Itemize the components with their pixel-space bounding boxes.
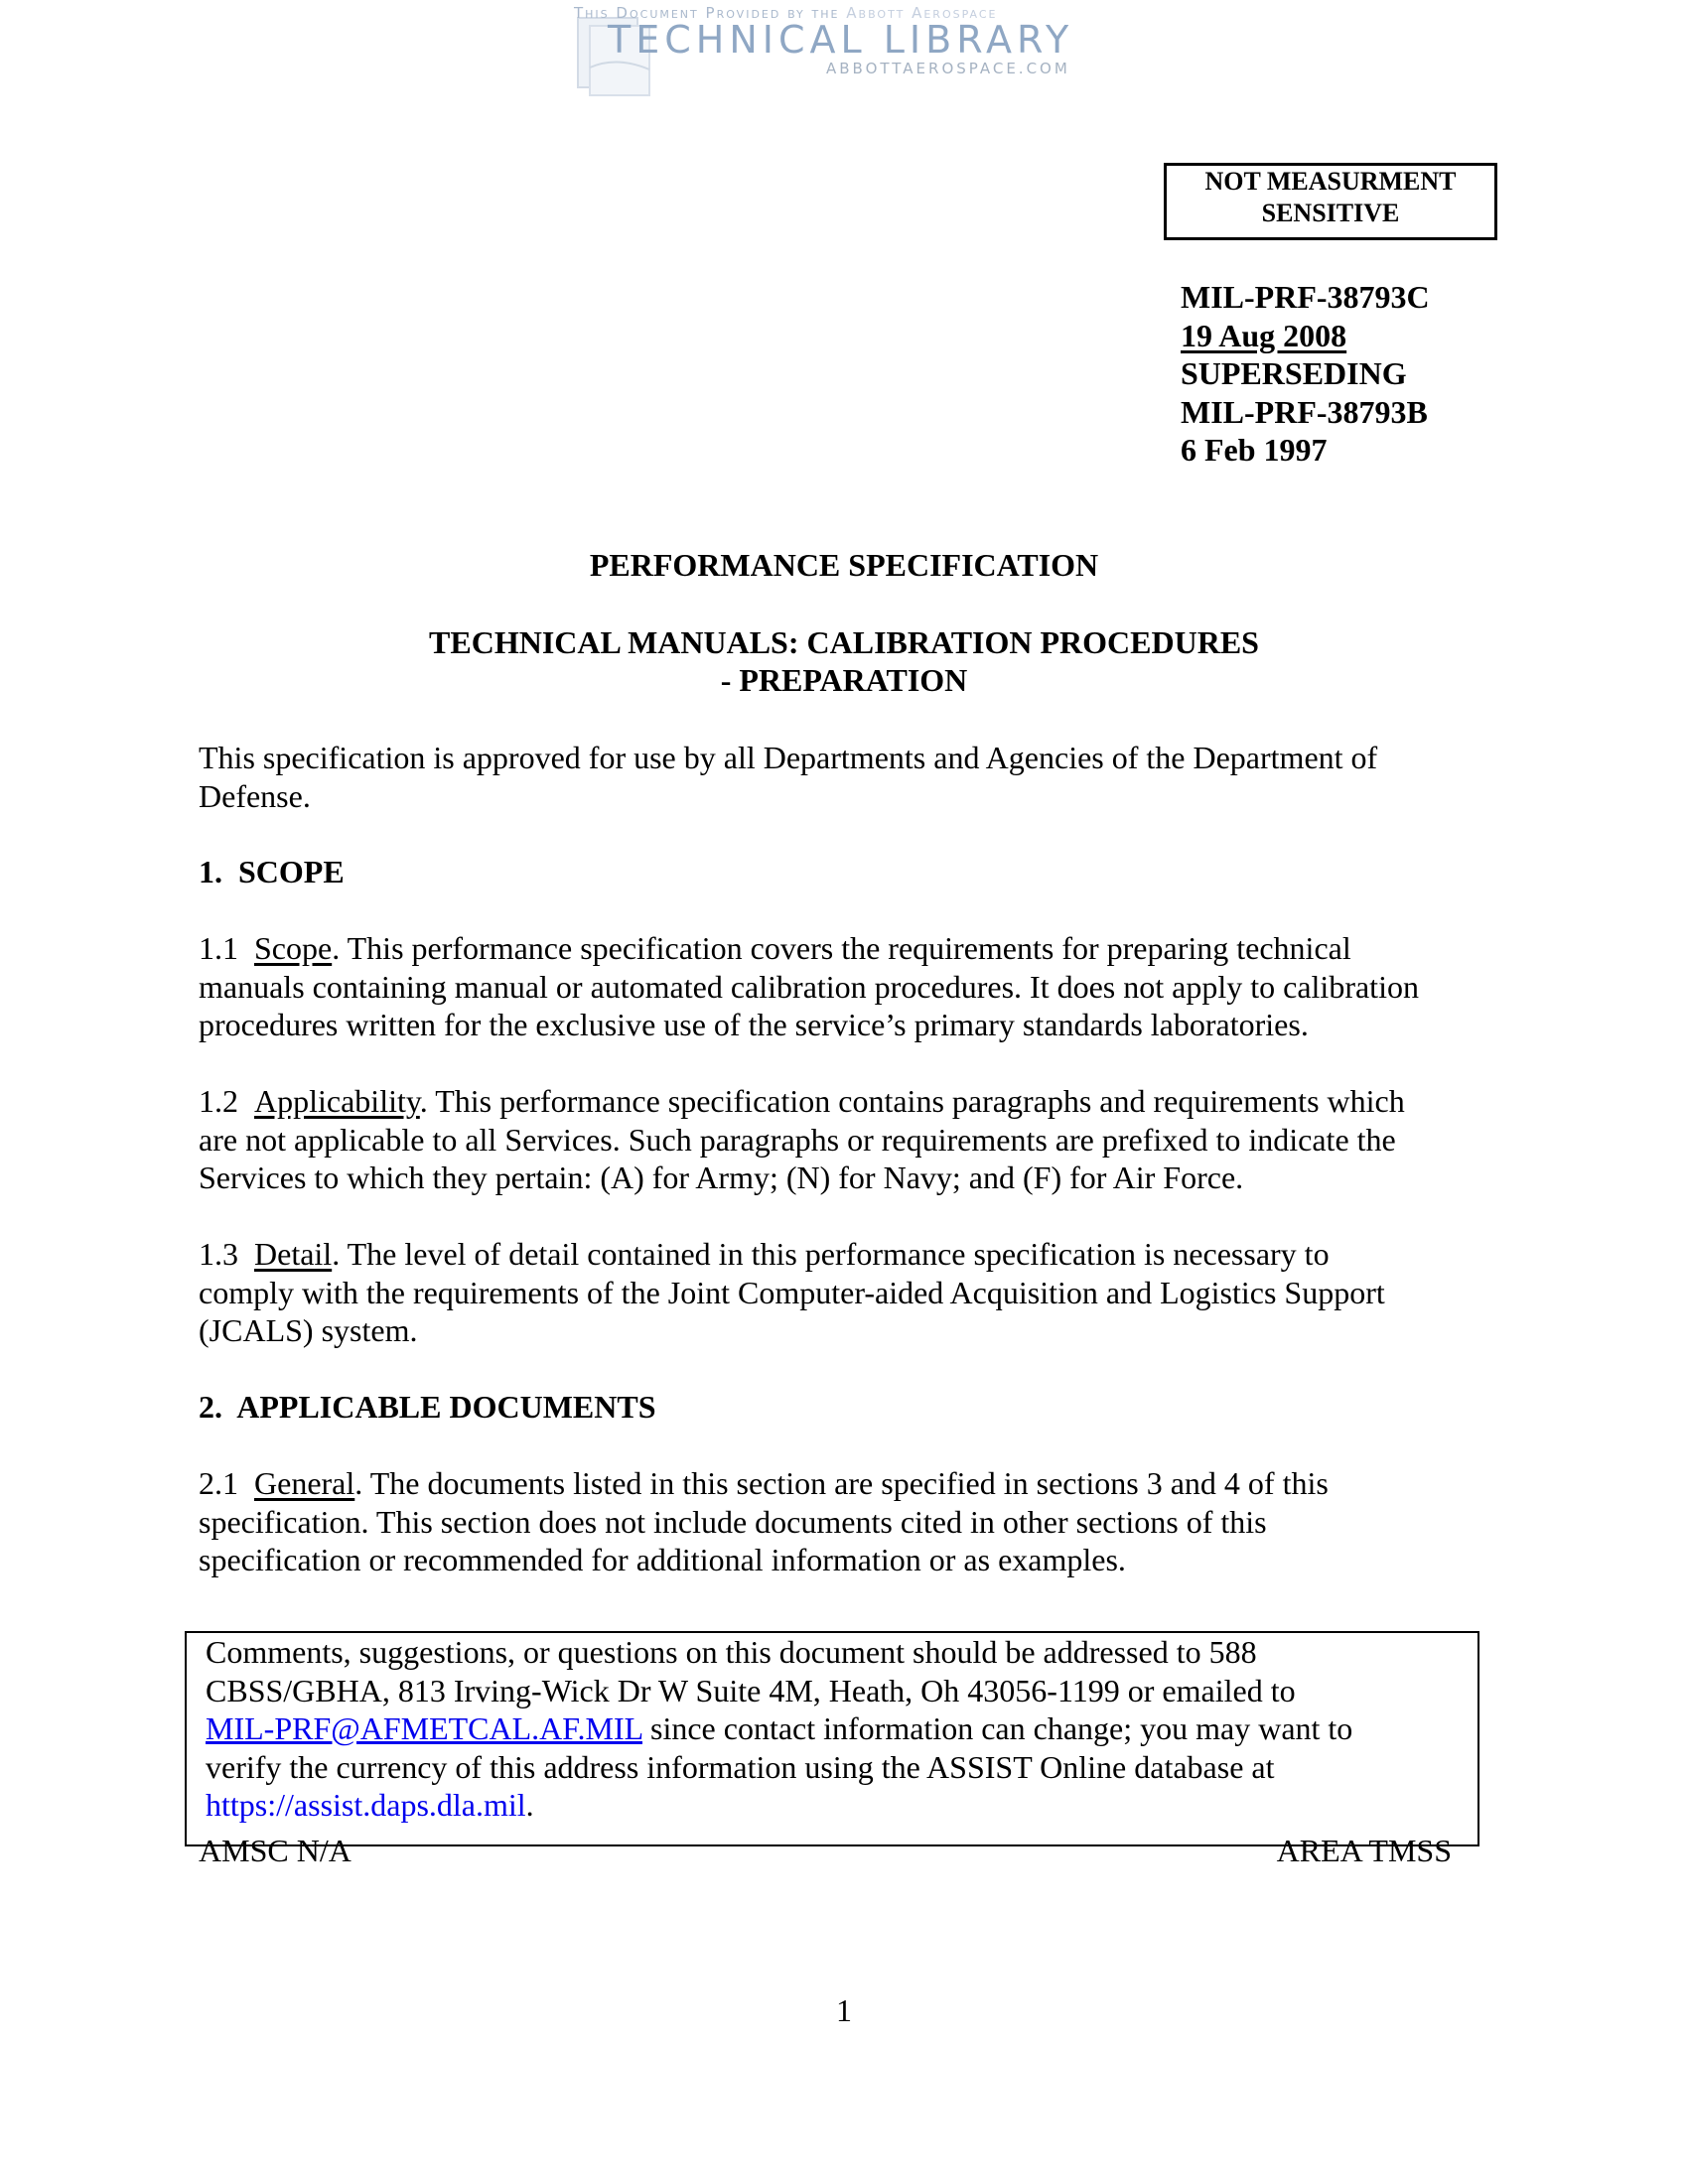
section-2-heading: 2. APPLICABLE DOCUMENTS — [199, 1389, 656, 1425]
watermark-provided-text: This Document Provided by the — [574, 4, 840, 22]
comments-line: since contact information can change; you may want to — [641, 1710, 1353, 1746]
measurement-sensitivity-box — [1164, 163, 1497, 240]
document-title-line-1: TECHNICAL MANUALS: CALIBRATION PROCEDURES — [429, 624, 1259, 660]
paragraph-line: . The documents listed in this section are specified in sections 3 and 4 of this — [354, 1465, 1329, 1501]
paragraph-1-1 — [199, 929, 1499, 1044]
paragraph-2-1 — [199, 1464, 1499, 1579]
superseding-label: SUPERSEDING — [1181, 355, 1407, 391]
paragraph-line: (JCALS) system. — [199, 1312, 418, 1348]
paragraph-1-3 — [199, 1235, 1499, 1350]
paragraph-line: comply with the requirements of the Joint Computer-aided Acquisition and Logistics Support — [199, 1274, 1385, 1310]
approval-line: This specification is approved for use by all Departments and Agencies of the Department of — [199, 740, 1378, 775]
comments-line: CBSS/GBHA, 813 Irving-Wick Dr W Suite 4M, Heath, Oh 43056-1199 or emailed to — [206, 1672, 1296, 1708]
paragraph-line: . The level of detail contained in this performance specification is necessary to — [332, 1236, 1330, 1272]
superseded-document-date: 6 Feb 1997 — [1181, 432, 1328, 468]
specification-type-title: PERFORMANCE SPECIFICATION — [589, 547, 1099, 583]
amsc-label: AMSC N/A — [199, 1833, 352, 1868]
paragraph-line: . This performance specification covers the requirements for preparing technical — [332, 930, 1351, 966]
paragraph-line: are not applicable to all Services. Such paragraphs or requirements are prefixed to indicate the — [199, 1121, 1396, 1158]
paragraph-line: specification or recommended for additional information or as examples. — [199, 1542, 1126, 1577]
area-label: AREA TMSS — [1276, 1833, 1452, 1868]
approval-statement — [199, 739, 1499, 815]
section-1-heading: 1. SCOPE — [199, 854, 345, 889]
paragraph-title: General — [254, 1465, 355, 1501]
approval-line: Defense. — [199, 777, 311, 814]
paragraph-line: manuals containing manual or automated calibration procedures. It does not apply to calibration — [199, 968, 1419, 1005]
paragraph-number: 1.2 — [199, 1083, 238, 1119]
paragraph-number: 2.1 — [199, 1465, 238, 1501]
paragraph-number: 1.3 — [199, 1236, 238, 1272]
watermark-url: ABBOTTAEROSPACE.COM — [826, 60, 1070, 77]
comments-line: verify the currency of this address information using the ASSIST Online database at — [206, 1748, 1275, 1785]
document-title-line-2: - PREPARATION — [720, 662, 968, 698]
document-identifier-block — [1181, 278, 1430, 470]
marking-line-2: SENSITIVE — [1261, 199, 1400, 227]
watermark-title: TECHNICAL LIBRARY — [608, 18, 1074, 62]
marking-line-1: NOT MEASURMENT — [1204, 167, 1457, 196]
paragraph-line: . This performance specification contains paragraphs and requirements which — [419, 1083, 1405, 1119]
paragraph-title: Detail — [254, 1236, 333, 1272]
page-number: 1 — [836, 1992, 852, 2028]
email-link[interactable]: MIL-PRF@AFMETCAL.AF.MIL — [206, 1710, 642, 1746]
watermark-company-text: Abbott Aerospace — [846, 4, 998, 22]
comments-text — [206, 1633, 1352, 1825]
comments-line: Comments, suggestions, or questions on this document should be addressed to 588 — [206, 1634, 1257, 1670]
superseded-document-number: MIL-PRF-38793B — [1181, 393, 1428, 430]
paragraph-title: Scope — [254, 930, 333, 966]
paragraph-number: 1.1 — [199, 930, 238, 966]
paragraph-line: Services to which they pertain: (A) for Army; (N) for Navy; and (F) for Air Force. — [199, 1160, 1244, 1195]
watermark-header — [0, 0, 1688, 109]
paragraph-1-2 — [199, 1082, 1499, 1197]
paragraph-title: Applicability — [254, 1083, 420, 1119]
document-number: MIL-PRF-38793C — [1181, 279, 1430, 315]
document-date: 19 Aug 2008 — [1181, 317, 1347, 353]
assist-url-link[interactable]: https://assist.daps.dla.mil — [206, 1787, 526, 1823]
paragraph-line: procedures written for the exclusive use of the service’s primary standards laboratories. — [199, 1007, 1309, 1042]
comments-line: . — [525, 1787, 534, 1823]
paragraph-line: specification. This section does not include documents cited in other sections of this — [199, 1503, 1267, 1540]
